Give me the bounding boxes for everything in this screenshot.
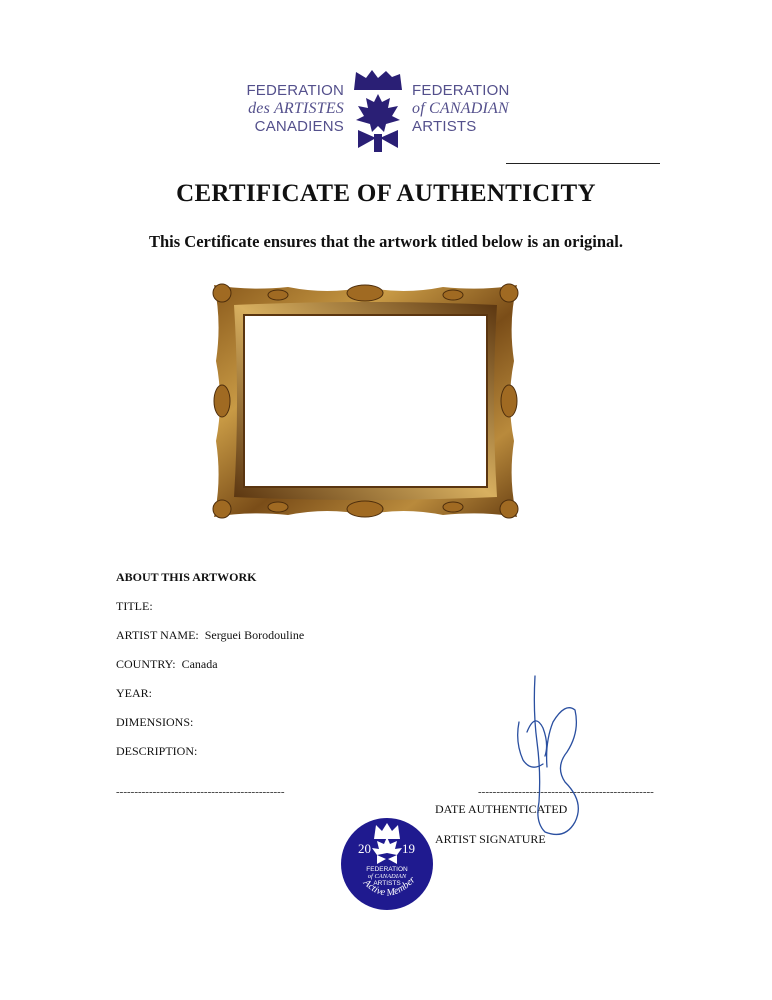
header-rule <box>506 163 660 164</box>
seal-year-left: 20 <box>358 841 371 856</box>
field-year-label: YEAR: <box>116 686 152 700</box>
seal-line-1: FEDERATION <box>366 866 408 873</box>
seal-line-3: ARTISTS <box>373 880 401 887</box>
field-artist-name <box>116 628 304 643</box>
logo-right-line-3: ARTISTS <box>412 118 477 135</box>
logo-right-line-2: of CANADIAN <box>412 100 509 117</box>
field-description-label: DESCRIPTION: <box>116 744 198 758</box>
logo-french-name <box>246 82 344 136</box>
field-country-label: COUNTRY: <box>116 657 176 671</box>
seal-arc-text: Active Member <box>361 874 418 899</box>
certificate-subtitle: This Certificate ensures that the artwork titled below is an original. <box>148 232 624 251</box>
logo-left-line-3: CANADIENS <box>254 118 344 135</box>
logo-english-name <box>412 82 512 136</box>
logo-left-line-2: des ARTISTES <box>248 100 344 117</box>
field-description <box>116 744 197 759</box>
field-dimensions-label: DIMENSIONS: <box>116 715 194 729</box>
gold-frame-image <box>208 281 523 521</box>
field-title <box>116 599 153 614</box>
active-member-seal <box>340 817 434 911</box>
logo-left-line-1: FEDERATION <box>246 82 344 99</box>
right-signature-line: ------------------------------------------------ <box>478 786 654 798</box>
field-dimensions <box>116 715 193 730</box>
logo-right-line-1: FEDERATION <box>412 82 510 99</box>
field-artist-name-label: ARTIST NAME: <box>116 628 199 642</box>
artist-signature-label: ARTIST SIGNATURE <box>435 832 546 846</box>
field-title-label: TITLE: <box>116 599 153 613</box>
handwritten-signature <box>505 672 595 842</box>
seal-line-2: of CANADIAN <box>367 873 407 880</box>
field-country <box>116 657 218 672</box>
certificate-title: CERTIFICATE OF AUTHENTICITY <box>176 180 596 207</box>
field-year <box>116 686 152 701</box>
federation-logo <box>244 66 510 154</box>
field-country-value: Canada <box>181 657 218 671</box>
about-artwork-heading: ABOUT THIS ARTWORK <box>116 570 257 584</box>
left-signature-line: ---------------------------------------------- <box>116 786 285 798</box>
field-artist-name-value: Serguei Borodouline <box>204 628 305 642</box>
maple-leaf-emblem-icon <box>348 68 408 152</box>
seal-year-right: 19 <box>402 841 415 856</box>
date-authenticated-label: DATE AUTHENTICATED <box>435 802 568 816</box>
